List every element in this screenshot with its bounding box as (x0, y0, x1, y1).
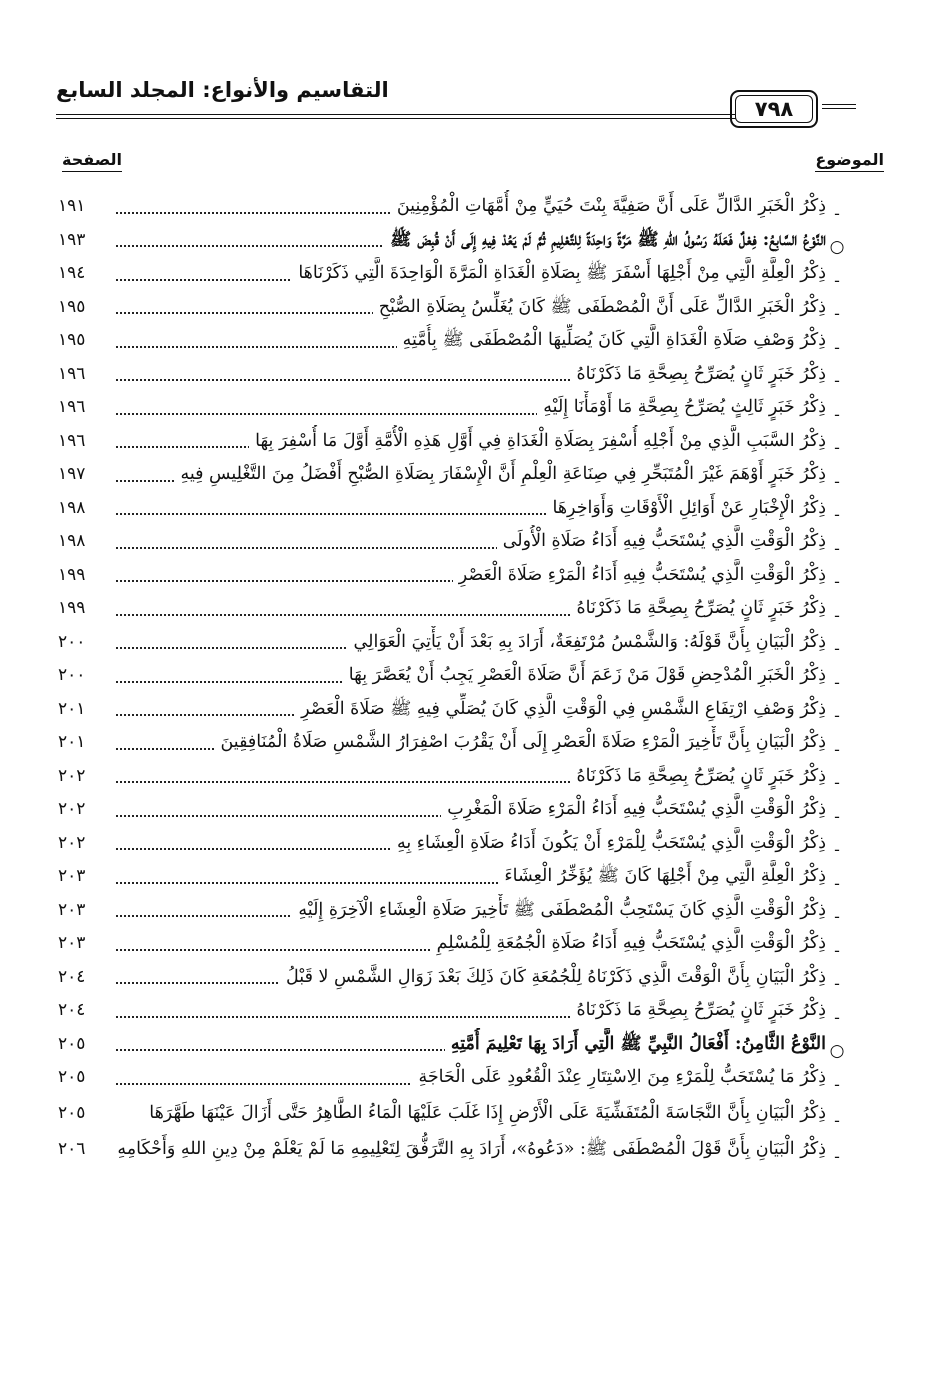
entry-title: ذِكْرُ الْعِلَّةِ الَّتِي مِنْ أَجْلِهَا كَانَ ﷺ يُؤَخِّرُ الْعِشَاءَ (498, 866, 826, 886)
entry-title: ذِكْرُ خَبَرٍ ثَالِثٍ يُصَرِّحُ بِصِحَّةِ مَا أَوْمَأْنَا إِلَيْهِ (537, 397, 826, 417)
entry-title: ذِكْرُ مَا يُسْتَحَبُّ لِلْمَرْءِ مِنَ الِاسْتِتَارِ عِنْدَ الْقُعُودِ عَلَى الْحَاجَةِ (412, 1067, 826, 1087)
entry-text-container (114, 324, 826, 358)
entry-title: ذِكْرُ وَصْفِ ارْتِفَاعِ الشَّمْسِ فِي الْوَقْتِ الَّذِي كَانَ يُصَلِّي فِيهِ ﷺ صَلَاةَ الْعَصْرِ (295, 699, 826, 719)
entry-page-number: ٢٠٢ (58, 799, 86, 819)
entry-page-number: ٢٠٦ (58, 1139, 86, 1159)
entry-text-container (114, 726, 826, 760)
entry-page-number: ٢٠٣ (58, 899, 86, 920)
entry-dash-marker: - (834, 438, 840, 458)
index-entry-row (58, 492, 848, 526)
entry-title: ذِكْرُ الْوَقْتِ الَّذِي يُسْتَحَبُّ فِيهِ أَدَاءُ صَلَاةِ الْجُمُعَةِ لِلْمُسْلِمِ (431, 933, 826, 953)
entry-page-number: ١٩٥ (58, 330, 86, 350)
entry-text-container (114, 525, 826, 559)
entry-text-container (114, 257, 826, 291)
entry-text-container (114, 492, 826, 526)
entry-page-number: ١٩٩ (58, 598, 86, 618)
entry-page-number: ٢٠٤ (58, 1000, 86, 1020)
index-entry-row (58, 458, 848, 492)
section-circle-marker: ○ (829, 237, 845, 257)
page-number-frame (730, 90, 818, 128)
entry-title: النَّوْعُ الثَّامِنُ: أَفْعَالُ النَّبِيِّ ﷺ الَّتِي أَرَادَ بِهَا تَعْلِيمَ أُمَّتِهِ (445, 1034, 826, 1054)
entry-title: ذِكْرُ الْبَيَانِ بِأَنَّ قَوْلَهُ: وَالشَّمْسُ مُرْتَفِعَةٌ، أَرَادَ بِهِ بَعْدَ أَنْ يَأْتِيَ الْعَوَالِي (348, 632, 826, 652)
entry-page-number: ٢٠٥ (58, 1067, 86, 1087)
entry-dash-marker: - (834, 371, 840, 391)
entry-title: ذِكْرُ خَبَرٍ أَوْهَمَ غَيْرَ الْمُتَبَحِّرِ فِي صِنَاعَةِ الْعِلْمِ أَنَّ الْإِسْفَارَ بِصَلَاةِ الصُّبْحِ أَفْضَلُ مِنَ التَّغْلِيسِ فِيهِ (174, 464, 826, 484)
entry-page-number: ٢٠٤ (58, 966, 86, 987)
entry-dash-marker: - (834, 1110, 840, 1131)
index-entry-row (58, 827, 848, 861)
entry-text-container (114, 793, 826, 827)
entry-title: ذِكْرُ الْبَيَانِ بِأَنَّ الْوَقْتَ الَّذِي ذَكَرْنَاهُ لِلْجُمُعَةِ كَانَ ذَلِكَ بَعْدَ زَوَالِ الشَّمْسِ لا قَبْلُ (280, 967, 826, 987)
entry-page-number: ١٩٧ (58, 464, 86, 484)
entry-text-container (114, 1061, 826, 1095)
entry-page-number: ٢٠٠ (58, 665, 86, 685)
index-entry-row (58, 592, 848, 626)
entry-page-number: ٢٠٥ (58, 1033, 86, 1054)
entry-text-container (114, 927, 826, 961)
index-entry-row (58, 257, 848, 291)
entry-text-container (114, 391, 826, 425)
entry-dash-marker: - (834, 270, 840, 291)
entry-title: النَّوْعُ السَّابِعُ: فِعْلٌ فَعَلَهُ رَسُولُ اللهِ ﷺ مَرَّةً وَاحِدَةً لِلتَّعْلِيمِ ثُمَّ لَمْ يَعُدْ فِيهِ إِلَى أَنْ قُبِضَ ﷺ (384, 230, 826, 250)
entry-title: ذِكْرُ الْوَقْتِ الَّذِي يُسْتَحَبُّ فِيهِ أَدَاءُ الْمَرْءِ صَلَاةَ الْمَغْرِبِ (441, 799, 826, 819)
entry-dash-marker: - (834, 1007, 840, 1028)
entry-page-number: ١٩٩ (58, 564, 86, 585)
index-entries (58, 190, 848, 1167)
entry-text-container (114, 626, 826, 660)
entry-text-container (114, 1131, 826, 1167)
entry-title: ذِكْرُ الْخَبَرِ الدَّالِّ عَلَى أَنَّ صَفِيَّةَ بِنْتَ حُيَيٍّ مِنْ أُمَّهَاتِ الْمُؤْمِنِينَ (391, 196, 826, 216)
entry-title: ذِكْرُ الْعِلَّةِ الَّتِي مِنْ أَجْلِهَا أَسْفَرَ ﷺ بِصَلَاةِ الْغَدَاةِ الْمَرَّةَ الْوَاحِدَةَ الَّتِي ذَكَرْنَاهَا (292, 263, 826, 283)
entry-title: ذِكْرُ الْإِخْبَارِ عَنْ أَوَائِلِ الْأَوْقَاتِ وَأَوَاخِرِهَا (546, 498, 826, 518)
entry-text-container (114, 760, 826, 794)
entry-title: ذِكْرُ الْخَبَرِ الْمُدْحِضِ قَوْلَ مَنْ زَعَمَ أَنَّ صَلَاةَ الْعَصْرِ يَجِبُ أَنْ يُعَصَّرَ بِهَا (343, 665, 826, 685)
entry-text-container (114, 860, 826, 894)
section-circle-marker: ○ (829, 1041, 845, 1061)
header-rule-left (56, 114, 736, 119)
index-entry-row (58, 1061, 848, 1095)
page-column-heading: الصفحة (62, 150, 122, 172)
index-entry-row (58, 391, 848, 425)
topic-column-heading: الموضوع (815, 150, 884, 172)
entry-dash-marker: - (834, 505, 840, 525)
entry-page-number: ١٩٣ (58, 229, 86, 250)
entry-title: ذِكْرُ الْوَقْتِ الَّذِي يُسْتَحَبُّ فِيهِ أَدَاءُ الْمَرْءِ صَلَاةَ الْعَصْرِ (453, 565, 826, 585)
entry-text-container (114, 894, 826, 928)
entry-page-number: ٢٠١ (58, 732, 86, 752)
section-heading-row (58, 1028, 848, 1062)
entry-dash-marker: - (834, 471, 840, 492)
index-entry-row (58, 525, 848, 559)
entry-title: ذِكْرُ خَبَرٍ ثَانٍ يُصَرِّحُ بِصِحَّةِ مَا ذَكَرْنَاهُ (570, 364, 826, 384)
entry-page-number: ٢٠١ (58, 698, 86, 719)
entry-text-container (114, 425, 826, 459)
entry-text-container (114, 1028, 826, 1062)
index-entry-row (58, 860, 848, 894)
entry-dash-marker: - (834, 605, 840, 626)
entry-title: ذِكْرُ الْوَقْتِ الَّذِي يُسْتَحَبُّ لِلْمَرْءِ أَنْ يَكُونَ أَدَاءُ صَلَاةِ الْعِشَاءِ بِهِ (391, 833, 826, 853)
entry-text-container (114, 994, 826, 1028)
entry-page-number: ٢٠٠ (58, 631, 86, 652)
entry-text-container (114, 358, 826, 392)
entry-page-number: ٢٠٣ (58, 933, 86, 953)
entry-title: ذِكْرُ الْخَبَرِ الدَّالِّ عَلَى أَنَّ الْمُصْطَفَى ﷺ كَانَ يُغَلِّسُ بِصَلَاةِ الصُّبْحِ (373, 297, 826, 317)
index-entry-row (58, 1095, 848, 1131)
entry-title: ذِكْرُ خَبَرٍ ثَانٍ يُصَرِّحُ بِصِحَّةِ مَا ذَكَرْنَاهُ (570, 598, 826, 618)
entry-dash-marker: - (834, 739, 840, 760)
entry-text-container (114, 224, 826, 258)
entry-dash-marker: - (834, 773, 840, 793)
index-entry-row (58, 927, 848, 961)
entry-title: ذِكْرُ وَصْفِ صَلَاةِ الْغَدَاةِ الَّتِي كَانَ يُصَلِّيهَا الْمُصْطَفَى ﷺ بِأُمَّتِهِ (397, 330, 826, 350)
entry-dash-marker: - (834, 806, 840, 827)
entry-dash-marker: - (834, 940, 840, 961)
entry-dash-marker: - (834, 304, 840, 324)
entry-dash-marker: - (834, 203, 840, 224)
entry-dash-marker: - (834, 337, 840, 358)
entry-text-container (114, 961, 826, 995)
header-rule-right (822, 104, 856, 109)
entry-title: ذِكْرُ الْبَيَانِ بِأَنَّ النَّجَاسَةَ الْمُتَفَشِّيَةَ عَلَى الْأَرْضِ إِذَا غَلَبَ عَلَيْهَا الْمَاءُ الطَّاهِرُ حَتَّى أَزَالَ عَيْنَهَا طَهَّرَهَا (149, 1102, 826, 1123)
entry-page-number: ١٩٦ (58, 363, 86, 384)
entry-page-number: ١٩٦ (58, 430, 86, 451)
entry-text-container (114, 291, 826, 325)
page-number: ٧٩٨ (754, 97, 794, 121)
section-heading-row (58, 224, 848, 258)
entry-dash-marker: - (834, 538, 840, 559)
entry-dash-marker: - (834, 672, 840, 693)
entry-page-number: ١٩٥ (58, 296, 86, 317)
entry-dash-marker: - (834, 639, 840, 659)
entry-page-number: ١٩٨ (58, 497, 86, 518)
entry-page-number: ١٩١ (58, 196, 86, 216)
index-entry-row (58, 994, 848, 1028)
entry-dash-marker: - (834, 873, 840, 894)
entry-page-number: ٢٠٢ (58, 765, 86, 786)
entry-page-number: ١٩٦ (58, 397, 86, 417)
entry-page-number: ٢٠٣ (58, 866, 86, 886)
index-entry-row (58, 726, 848, 760)
index-entry-row (58, 559, 848, 593)
index-entry-row (58, 324, 848, 358)
index-entry-row (58, 760, 848, 794)
entry-page-number: ٢٠٢ (58, 832, 86, 853)
entry-dash-marker: - (834, 907, 840, 927)
entry-title: ذِكْرُ السَّبَبِ الَّذِي مِنْ أَجْلِهِ أُسْفِرَ بِصَلَاةِ الْغَدَاةِ فِي أَوَّلِ هَذِهِ الْأُمَّةِ أَوَّلَ مَا أُسْفِرَ بِهَا (249, 431, 826, 451)
entry-dash-marker: - (834, 1074, 840, 1095)
entry-text-container (114, 592, 826, 626)
index-entry-row (58, 358, 848, 392)
entry-text-container (114, 693, 826, 727)
entry-dash-marker: - (834, 404, 840, 425)
index-entry-row (58, 894, 848, 928)
entry-text-container (114, 458, 826, 492)
entry-title: ذِكْرُ الْوَقْتِ الَّذِي كَانَ يَسْتَحِبُّ الْمُصْطَفَى ﷺ تَأْخِيرَ صَلَاةِ الْعِشَاءِ الْآخِرَةِ إِلَيْهِ (292, 900, 826, 920)
entry-dash-marker: - (834, 572, 840, 592)
entry-title: ذِكْرُ الْبَيَانِ بِأَنَّ تَأْخِيرَ الْمَرْءِ صَلَاةَ الْعَصْرِ إِلَى أَنْ يَقْرُبَ اصْفِرَارُ الشَّمْسِ صَلَاةُ الْمُنَافِقِينَ (214, 732, 826, 752)
index-entry-row (58, 1131, 848, 1167)
index-entry-row (58, 793, 848, 827)
index-entry-row (58, 659, 848, 693)
running-title: التقاسيم والأنواع: المجلد السابع (56, 78, 389, 102)
entry-title: ذِكْرُ الْوَقْتِ الَّذِي يُسْتَحَبُّ فِيهِ أَدَاءُ صَلَاةِ الْأُولَى (497, 531, 826, 551)
entry-text-container (114, 659, 826, 693)
entry-page-number: ١٩٤ (58, 263, 86, 283)
entry-text-container (114, 559, 826, 593)
index-entry-row (58, 291, 848, 325)
entry-dash-marker: - (834, 840, 840, 860)
entry-title: ذِكْرُ الْبَيَانِ بِأَنَّ قَوْلَ الْمُصْطَفَى ﷺ: «دَعُوهُ»، أَرَادَ بِهِ التَّرَفُّقَ لِتَعْلِيمِهِ مَا لَمْ يَعْلَمْ مِنْ دِينِ اللهِ وَأَحْكَامِهِ (117, 1138, 826, 1159)
entry-dash-marker: - (834, 1146, 840, 1167)
index-entry-row (58, 425, 848, 459)
entry-page-number: ٢٠٥ (58, 1103, 86, 1123)
index-entry-row (58, 693, 848, 727)
index-entry-row (58, 961, 848, 995)
entry-text-container (114, 190, 826, 224)
index-entry-row (58, 626, 848, 660)
entry-title: ذِكْرُ خَبَرٍ ثَانٍ يُصَرِّحُ بِصِحَّةِ مَا ذَكَرْنَاهُ (570, 766, 826, 786)
entry-dash-marker: - (834, 974, 840, 994)
index-entry-row (58, 190, 848, 224)
entry-title: ذِكْرُ خَبَرٍ ثَانٍ يُصَرِّحُ بِصِحَّةِ مَا ذَكَرْنَاهُ (570, 1000, 826, 1020)
running-header (56, 70, 856, 130)
entry-dash-marker: - (834, 706, 840, 726)
entry-text-container (114, 1095, 826, 1131)
entry-text-container (114, 827, 826, 861)
entry-page-number: ١٩٨ (58, 531, 86, 551)
